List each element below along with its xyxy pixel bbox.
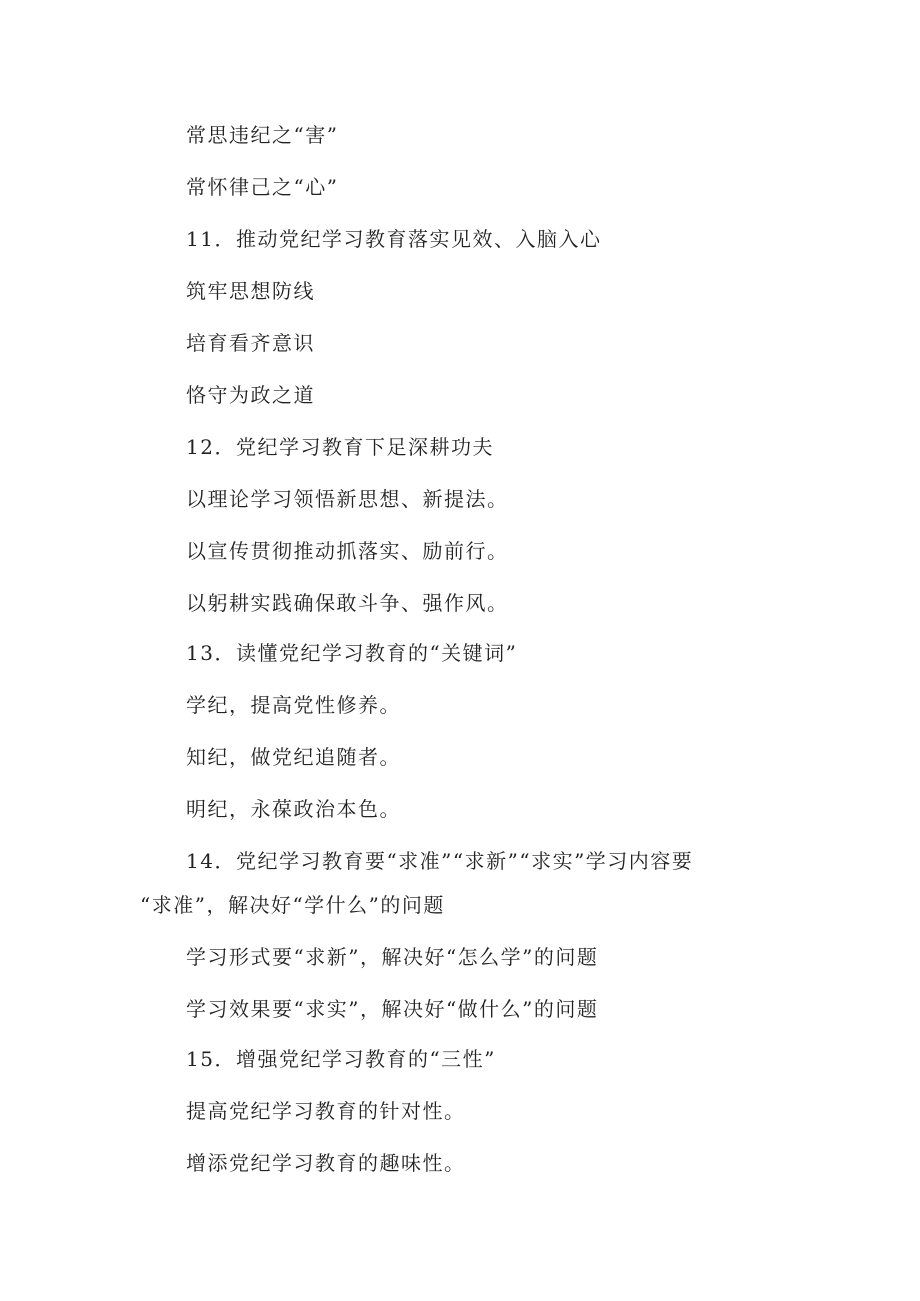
- text-line: 筑牢思想防线: [186, 279, 315, 303]
- text-line: 学习形式要“求新”，解决好“怎么学”的问题: [186, 945, 599, 969]
- section-heading-12: 12．党纪学习教育下足深耕功夫: [186, 435, 494, 459]
- text-line: 恪守为政之道: [186, 383, 315, 407]
- section-heading-14: 14．党纪学习教育要“求准”“求新”“求实”学习内容要: [186, 849, 694, 873]
- text-line: 以理论学习领悟新思想、新提法。: [186, 487, 509, 511]
- text-line: 明纪，永葆政治本色。: [186, 797, 401, 821]
- section-heading-15: 15．增强党纪学习教育的“三性”: [186, 1047, 496, 1071]
- text-line: “求准”，解决好“学什么”的问题: [140, 893, 445, 917]
- text-line: 学纪，提高党性修养。: [186, 693, 401, 717]
- text-line: 学习效果要“求实”，解决好“做什么”的问题: [186, 997, 599, 1021]
- section-heading-11: 11．推动党纪学习教育落实见效、入脑入心: [186, 227, 602, 251]
- text-line: 常怀律己之“心”: [186, 175, 339, 199]
- text-line: 知纪，做党纪追随者。: [186, 745, 401, 769]
- text-line: 增添党纪学习教育的趣味性。: [186, 1151, 466, 1175]
- section-heading-13: 13．读懂党纪学习教育的“关键词”: [186, 641, 518, 665]
- text-line: 以宣传贯彻推动抓落实、励前行。: [186, 539, 509, 563]
- text-line: 培育看齐意识: [186, 331, 315, 355]
- text-line: 常思违纪之“害”: [186, 123, 339, 147]
- text-line: 以躬耕实践确保敢斗争、强作风。: [186, 591, 509, 615]
- text-line: 提高党纪学习教育的针对性。: [186, 1099, 466, 1123]
